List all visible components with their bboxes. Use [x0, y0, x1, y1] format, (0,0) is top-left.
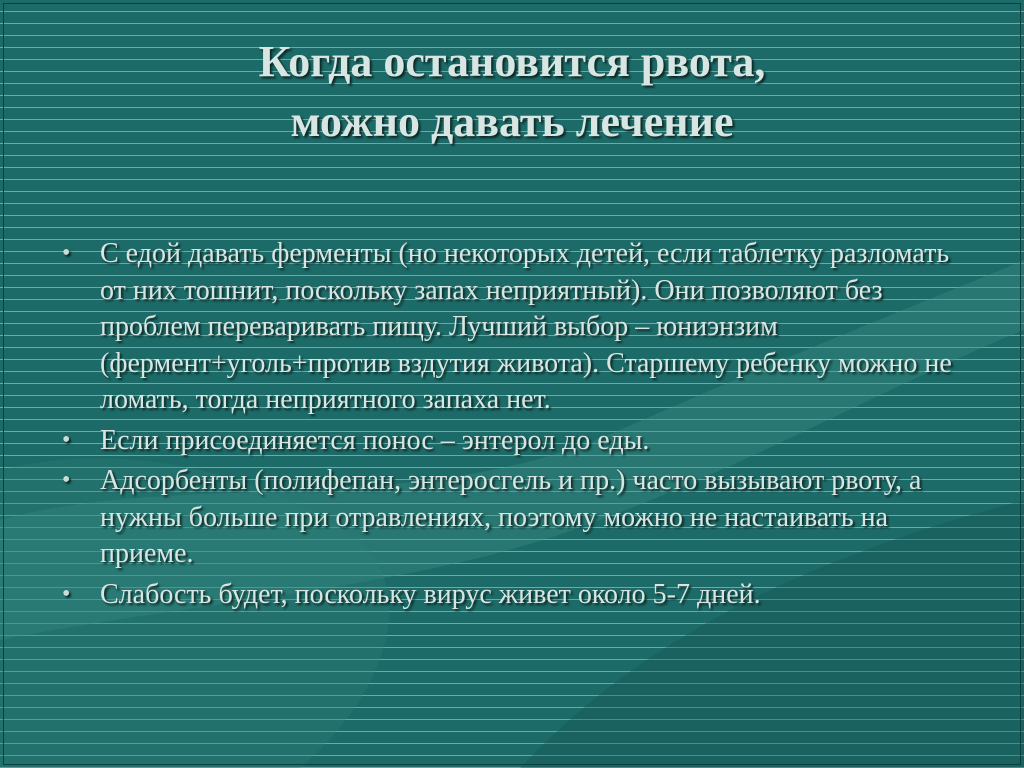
title-line-1: Когда остановится рвота, — [258, 37, 766, 86]
title-line-2: можно давать лечение — [290, 97, 734, 146]
bullet-item-4 — [60, 577, 970, 614]
bullet-marker: • — [62, 580, 71, 607]
bullet-marker: • — [62, 426, 71, 453]
bullet-item-3 — [60, 463, 970, 573]
bullet-item-2 — [60, 423, 970, 460]
bullet-item-1 — [60, 236, 970, 419]
bullet-text: Слабость будет, поскольку вирус живет около 5-7 дней. — [100, 578, 761, 610]
slide-title — [60, 32, 964, 152]
bullet-list — [60, 236, 970, 617]
bullet-text: Адсорбенты (полифепан, энтеросгель и пр.) часто вызывают рвоту, а нужны больше при отравлениях, поэтому можно не настаивать на приеме. — [100, 465, 922, 569]
bullet-marker: • — [62, 240, 71, 266]
bullet-text: С едой давать ферменты (но некоторых детей, если таблетку разломать от них тошнит, поскольку запах неприятный). Они позволяют без проблем переваривать пищу. Лучший выбор – юниэнзим (фермент+уголь+против вздутия живота). Старшему ребенку можно не ломать, тогда неприятного запаха нет. — [100, 238, 952, 415]
bullet-marker: • — [62, 467, 71, 493]
bullet-text: Если присоединяется понос – энтерол до еды. — [100, 424, 650, 456]
